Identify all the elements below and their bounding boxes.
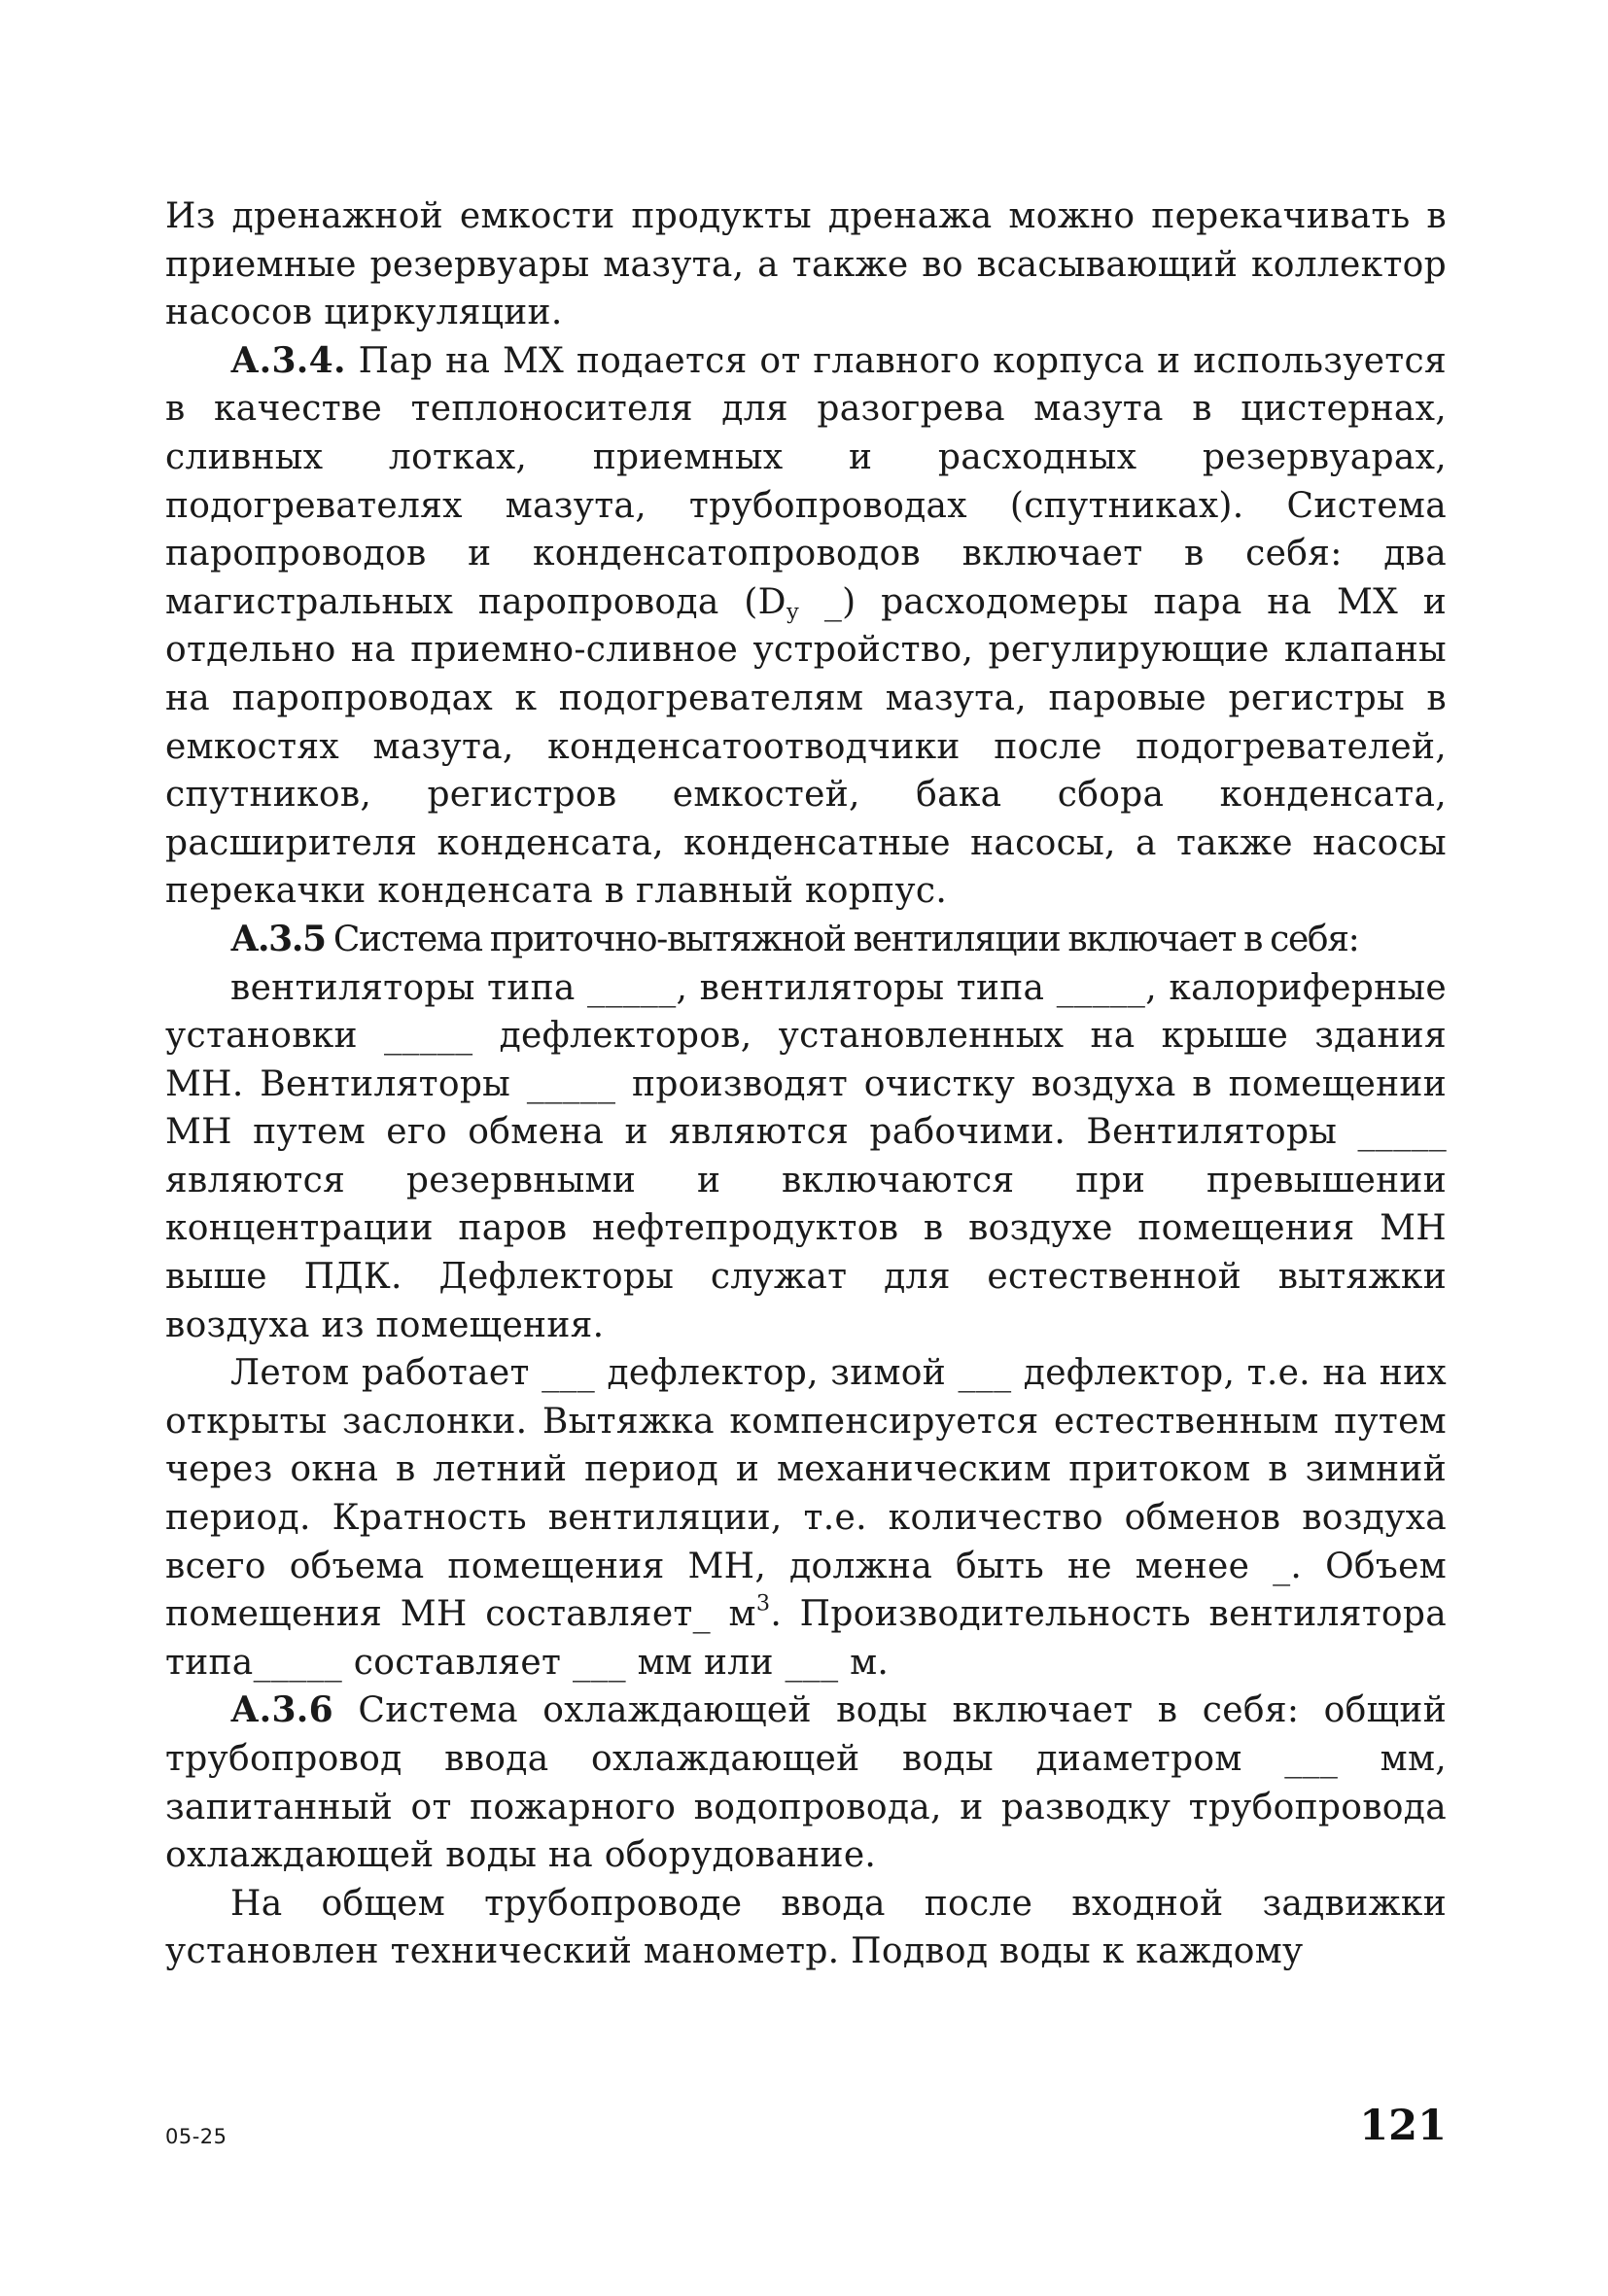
paragraph-ventilators bbox=[165, 964, 1447, 1350]
paragraph-manometer bbox=[165, 1880, 1447, 1976]
paragraph-a-3-4 bbox=[165, 337, 1447, 916]
subscript-y: у bbox=[786, 599, 800, 625]
footer-code: 05-25 bbox=[165, 2125, 227, 2148]
paragraph-deflectors bbox=[165, 1349, 1447, 1687]
page-body bbox=[165, 192, 1447, 1976]
paragraph-a-3-5-heading bbox=[165, 916, 1447, 964]
paragraph-text: Пар на МХ подается от главного корпуса и используется в качестве теплоносителя для разогрева мазута в цистернах, сливных лотках, приемных и расходных резервуарах, подогревателях мазута, трубопроводах (спутниках). Система паропроводов и конденсатопроводов включает в себя: два магистральных паропровода (D bbox=[165, 340, 1447, 622]
paragraph-text-continued: _) расходомеры пара на МХ и отдельно на приемно-сливное устройство, регулирующие клапаны на паропроводах к подогревателям мазута, паровые регистры в емкостях мазута, конденсатоотводчики после подогревателей, спутников, регистров емкостей, бака сбора конденсата, расширителя конденсата, конденсатные насосы, а также насосы перекачки конденсата в главный корпус. bbox=[165, 581, 1447, 912]
paragraph-text: Система приточно-вытяжной вентиляции включает в себя: bbox=[325, 919, 1359, 959]
section-number: А.3.6 bbox=[230, 1689, 333, 1731]
paragraph-text: Система охлаждающей воды включает в себя: общий трубопровод ввода охлаждающей воды диаметром ___ мм, запитанный от пожарного водопровода, и разводку трубопровода охлаждающей воды на оборудование. bbox=[165, 1690, 1447, 1876]
paragraph-text: вентиляторы типа _____, вентиляторы типа _____, калориферные установки _____ дефлекторов, установленных на крыше здания МН. Вентиляторы _____ производят очистку воздуха в помещении МН путем его обмена и являются рабочими. Вентиляторы _____ являются резервными и включаются при превышении концентрации паров нефтепродуктов в воздухе помещения МН выше ПДК. Дефлекторы служат для естественной вытяжки воздуха из помещения. bbox=[165, 967, 1447, 1345]
page-number: 121 bbox=[1359, 2102, 1447, 2150]
section-number: А.3.5 bbox=[230, 918, 326, 959]
paragraph-text: Из дренажной емкости продукты дренажа можно перекачивать в приемные резервуары мазута, а также во всасывающий коллектор насосов циркуляции. bbox=[165, 196, 1447, 333]
paragraph-text: На общем трубопроводе ввода после входной задвижки установлен технический манометр. Подвод воды к каждому bbox=[165, 1883, 1447, 1972]
paragraph-a-3-6 bbox=[165, 1687, 1447, 1879]
section-number: А.3.4. bbox=[230, 339, 346, 381]
paragraph-drainage bbox=[165, 192, 1447, 337]
paragraph-text: Летом работает ___ дефлектор, зимой ___ дефлектор, т.е. на них открыты заслонки. Вытяжка компенсируется естественным путем через окна в летний период и механическим притоком в зимний период. Кратность вентиляции, т.е. количество обменов воздуха всего объема помещения МН, должна быть не менее _. Объем помещения МН составляет_ м bbox=[165, 1353, 1447, 1635]
paragraph-text-continued: . Производительность вентилятора типа_____ составляет ___ мм или ___ м. bbox=[165, 1594, 1448, 1683]
superscript-3: 3 bbox=[755, 1590, 771, 1617]
